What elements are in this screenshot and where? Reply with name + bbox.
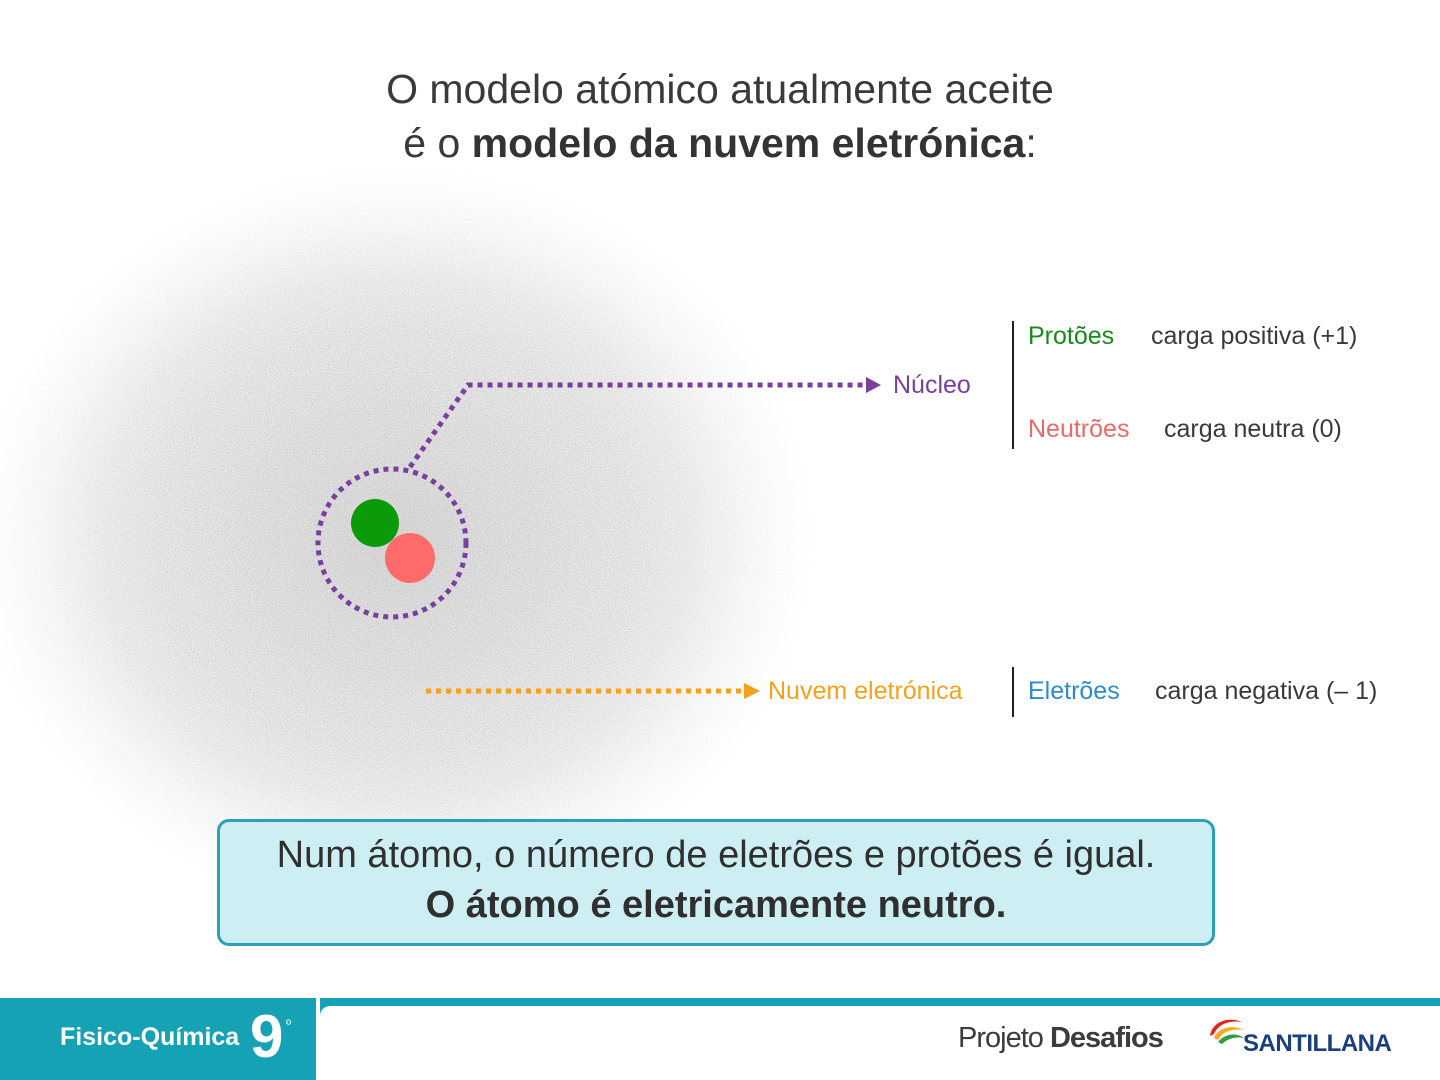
- title-line-2: [0, 116, 1440, 170]
- protons-label: Protões: [1028, 322, 1115, 350]
- nucleus-label: Núcleo: [893, 371, 971, 399]
- title-line-2-prefix: é o: [403, 120, 472, 166]
- subject-label: Fisico-Química: [60, 1023, 240, 1051]
- grade-suffix: º: [286, 1016, 292, 1032]
- grade-number: 9: [250, 1003, 284, 1070]
- slide-title: [0, 62, 1440, 170]
- publisher-logo-text: SANTILLANA: [1243, 1030, 1392, 1057]
- proton-particle: [351, 499, 399, 547]
- electron-cloud-label: Nuvem eletrónica: [768, 677, 963, 705]
- project-logo: [958, 1022, 1163, 1055]
- conclusion-box: [217, 819, 1215, 946]
- footer-bar: [0, 998, 1440, 1080]
- project-name: Desafios: [1049, 1022, 1163, 1054]
- electrons-charge: carga negativa (– 1): [1155, 677, 1378, 705]
- santillana-logo-icon: [1206, 1014, 1246, 1048]
- neutrons-charge: carga neutra (0): [1164, 415, 1342, 443]
- electrons-label: Eletrões: [1028, 677, 1120, 705]
- conclusion-line-1: Num átomo, o número de eletrões e protões é igual.: [276, 834, 1156, 876]
- protons-charge: carga positiva (+1): [1151, 322, 1358, 350]
- conclusion-line-2: O átomo é eletricamente neutro.: [425, 884, 1007, 926]
- electron-bracket: [1012, 667, 1014, 717]
- title-line-2-bold: modelo da nuvem eletrónica: [471, 120, 1026, 166]
- neutrons-label: Neutrões: [1028, 415, 1130, 443]
- cloud-pointer: [426, 683, 760, 699]
- title-line-2-suffix: :: [1025, 120, 1037, 166]
- nucleus-bracket: [1012, 321, 1014, 449]
- title-line-1: O modelo atómico atualmente aceite: [386, 66, 1054, 112]
- project-prefix: Projeto: [958, 1022, 1050, 1054]
- neutron-particle: [385, 533, 435, 583]
